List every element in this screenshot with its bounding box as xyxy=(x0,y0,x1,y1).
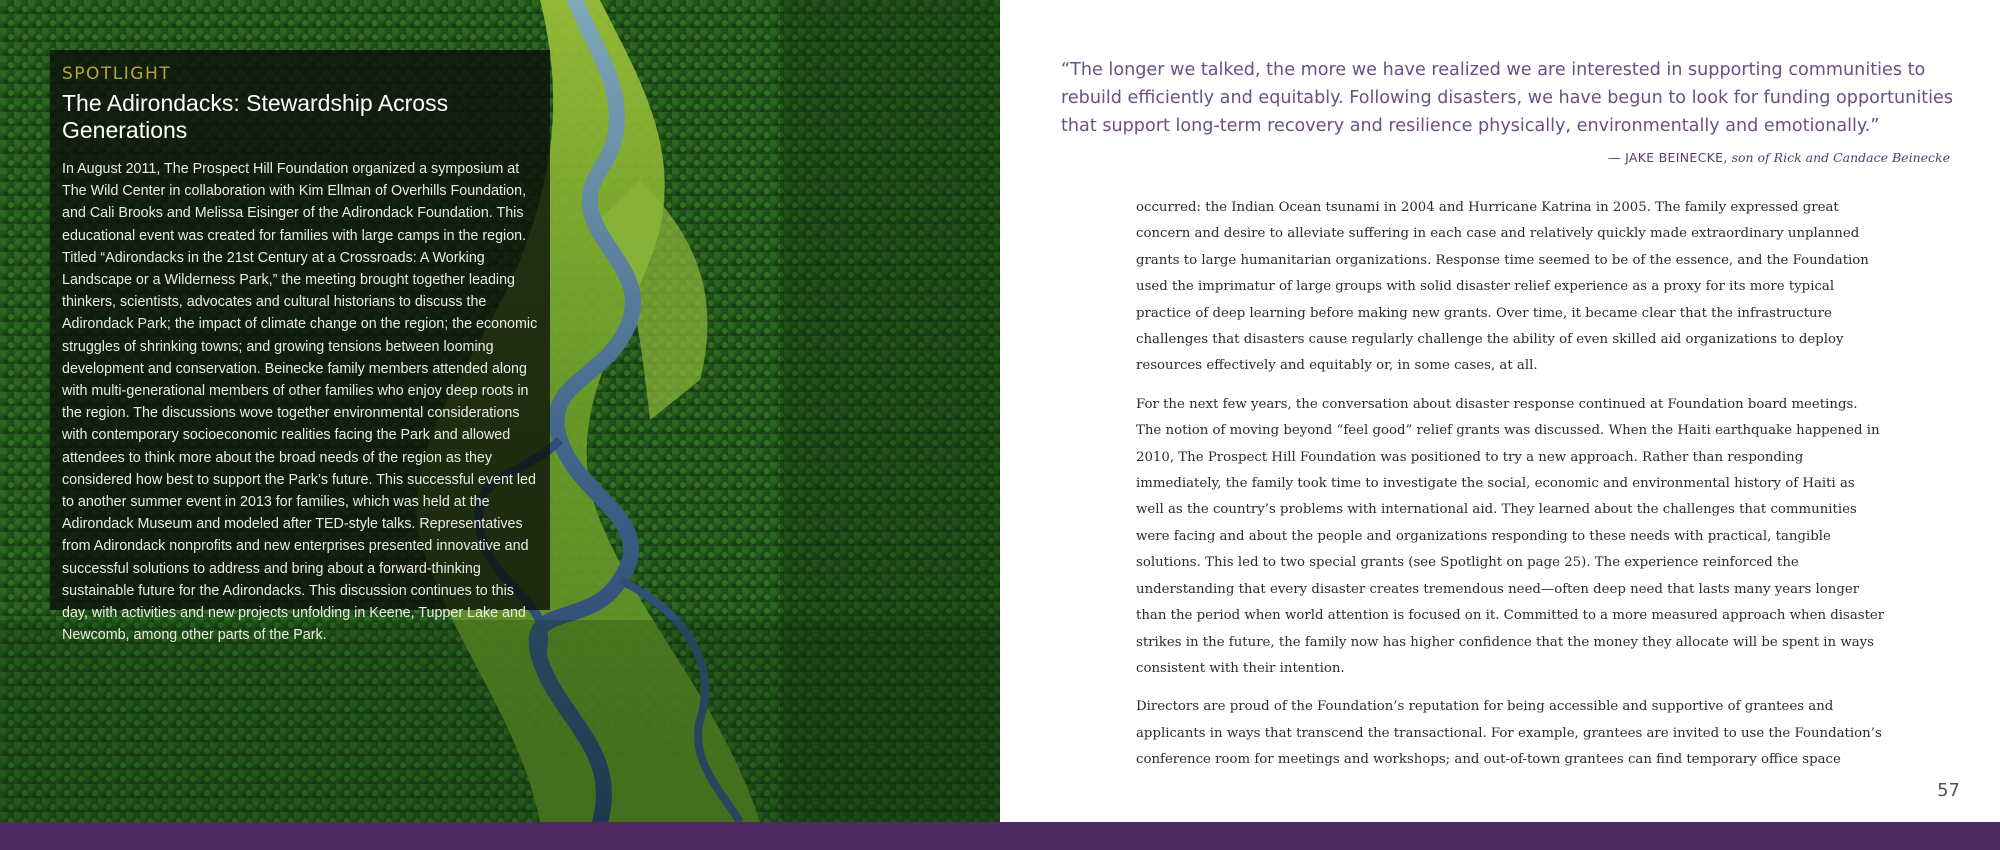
quote-attribution xyxy=(1608,150,1950,165)
page-number: 57 xyxy=(1937,780,1960,801)
body-paragraph: For the next few years, the conversation about disaster response continued at Foundation board meetings. The notion of moving beyond “feel good” relief grants was discussed. When the Haiti earthquake happened in 2010, The Prospect Hill Foundation was positioned to try a new approach. Rather than responding immediately, the family took time to investigate the social, economic and environmental history of Haiti as well as the country’s problems with international aid. They learned about the challenges that communities were facing and about the people and organizations responding to these needs with practical, tangible solutions. This led to two special grants (see Spotlight on page 25). The experience reinforced the understanding that every disaster creates tremendous need—often deep need that lasts many years longer than the period when world attention is focused on it. Committed to a more measured approach when disaster strikes in the future, the family now has higher confidence that the money they allocate will be spent in ways consistent with their intention. xyxy=(1136,396,1885,676)
spotlight-title: The Adirondacks: Stewardship Across Generations xyxy=(62,90,449,143)
spotlight-body: In August 2011, The Prospect Hill Foundation organized a symposium at The Wild Center in collaboration with Kim Ellman of Overhills Foundation, and Cali Brooks and Melissa Eisinger of the Adirondack Foundation. This educational event was created for families with large camps in the region. Titled “Adirondacks in the 21st Century at a Crossroads: A Working Landscape or a Wilderness Park,” the meeting brought together leading thinkers, scientists, advocates and cultural historians to discuss the Adirondack Park; the impact of climate change on the region; the economic struggles of shrinking towns; and growing tensions between looming development and conservation. Beinecke family members attended along with multi-generational members of other families who enjoy deep roots in the region. The discussions wove together environmental considerations with contemporary socioeconomic realities facing the Park and allowed attendees to think more about the broad needs of the region as they considered how best to support the Park’s future. This successful event led to another summer event in 2013 for families, which was held at the Adirondack Museum and modeled after TED-style talks. Representatives from Adirondack nonprofits and new enterprises presented innovative and successful solutions to address and bring about a forward-thinking sustainable future for the Adirondacks. This discussion continues to this day, with activities and new projects unfolding in Keene, Tupper Lake and Newcomb, among other parts of the Park. xyxy=(62,161,538,644)
body-paragraph: Directors are proud of the Foundation’s reputation for being accessible and supportive of grantees and applicants in ways that transcend the transactional. For example, grantees are invited to use the Foundation’s conference room for meetings and workshops; and out-of-town grantees can find temporary office space xyxy=(1136,699,1882,768)
spotlight-sidebar xyxy=(50,50,550,644)
quote-author-role: son of Rick and Candace Beinecke xyxy=(1727,150,1950,165)
quote-author: — JAKE BEINECKE, xyxy=(1608,150,1728,165)
pull-quote: “The longer we talked, the more we have realized we are interested in supporting communities to rebuild efficiently and equitably. Following disasters, we have begun to look for funding opportunities that support long-term recovery and resilience physically, environmentally and emotionally.” xyxy=(1061,60,1953,136)
bottom-color-band xyxy=(0,822,2000,850)
body-text xyxy=(1136,195,1886,786)
aerial-forest-photo xyxy=(0,0,1000,822)
spotlight-label: SPOTLIGHT xyxy=(62,64,172,84)
body-paragraph: occurred: the Indian Ocean tsunami in 2004 and Hurricane Katrina in 2005. The family expressed great concern and desire to alleviate suffering in each case and relatively quickly made extraordinary unplanned grants to large humanitarian organizations. Response time seemed to be of the essence, and the Foundation used the imprimatur of large groups with solid disaster relief experience as a proxy for its more typical practice of deep learning before making new grants. Over time, it became clear that the infrastructure challenges that disasters cause regularly challenge the ability of even skilled aid organizations to deploy resources effectively and equitably or, in some cases, at all. xyxy=(1136,200,1869,374)
